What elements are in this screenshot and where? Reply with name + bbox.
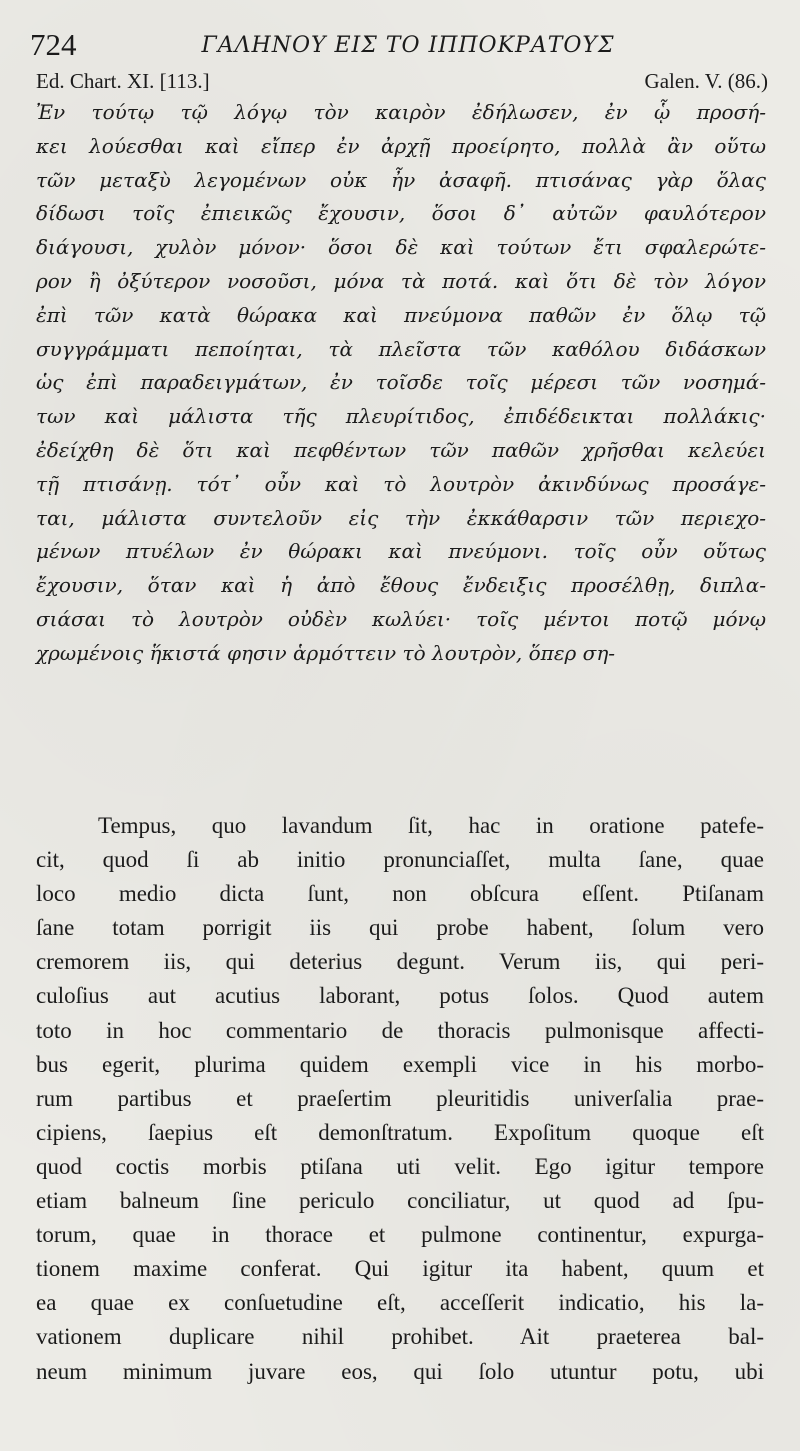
greek-line: ἔχουσιν, ὅταν καὶ ἡ ἀπὸ ἔθους ἔνδειξις προσέλθῃ, διπλα- [36, 573, 766, 598]
greek-line: τῶν μεταξὺ λεγομένων οὐκ ἦν ἀσαφῆ. πτισάνας γὰρ ὅλας [36, 167, 766, 192]
greek-text-block [36, 96, 766, 671]
latin-line: toto in hoc commentario de thoracis pulmonisque affecti- [36, 1017, 764, 1043]
greek-line: δίδωσι τοῖς ἐπιεικῶς ἔχουσιν, ὅσοι δ᾽ αὐτῶν φαυλότερον [36, 201, 766, 226]
latin-line: torum, quae in thorace et pulmone continentur, expurga- [36, 1222, 764, 1248]
greek-line: τῇ πτισάνῃ. τότ᾽ οὖν καὶ τὸ λουτρὸν ἀκινδύνως προσάγε- [36, 471, 766, 496]
latin-line: culoſius aut acutius laborant, potus ſolos. Quod autem [36, 983, 764, 1009]
latin-line: loco medio dicta ſunt, non obſcura eſſent. Ptiſanam [36, 881, 764, 907]
running-title: ΓΑΛΗΝΟΥ ΕΙΣ ΤΟ ΙΠΠΟΚΡΑΤΟΥΣ [201, 33, 615, 58]
greek-line: Ἐν τούτῳ τῷ λόγῳ τὸν καιρὸν ἐδήλωσεν, ἐν ᾧ προσή- [36, 100, 766, 124]
latin-line: ſane totam porrigit iis qui probe habent, ſolum vero [36, 915, 764, 941]
greek-line: συγγράμματι πεποίηται, τὰ πλεῖστα τῶν καθόλου διδάσκων [36, 336, 766, 361]
latin-line: vationem duplicare nihil prohibet. Ait praeterea bal- [36, 1324, 764, 1350]
page-number: 724 [30, 27, 77, 62]
edition-ref-galen: Galen. V. (86.) [644, 69, 768, 93]
latin-line: quod coctis morbis ptiſana uti velit. Ego igitur tempore [36, 1153, 764, 1179]
greek-line: ἐδείχθη δὲ ὅτι καὶ πεφθέντων τῶν παθῶν χρῆσθαι κελεύει [36, 437, 766, 462]
latin-line: Tempus, quo lavandum ſit, hac in oratione patefe- [98, 813, 764, 838]
latin-line: cit, quod ſi ab initio pronunciaſſet, multa ſane, quae [36, 847, 764, 873]
greek-line: διάγουσι, χυλὸν μόνον· ὅσοι δὲ καὶ τούτων ἔτι σφαλερώτε- [36, 235, 766, 260]
latin-line: rum partibus et praeſertim pleuritidis univerſalia prae- [36, 1085, 764, 1111]
greek-line: ρον ἢ ὀξύτερον νοσοῦσι, μόνα τὰ ποτά. καὶ ὅτι δὲ τὸν λόγον [36, 268, 766, 293]
latin-line: bus egerit, plurima quidem exempli vice in his morbo- [36, 1051, 764, 1077]
latin-line: neum minimum juvare eos, qui ſolo utuntur potu, ubi [36, 1358, 764, 1384]
greek-line: μένων πτυέλων ἐν θώρακι καὶ πνεύμονι. τοῖς οὖν οὕτως [36, 539, 766, 564]
edition-ref-chartier: Ed. Chart. XI. [113.] [36, 69, 210, 93]
page-header [30, 28, 770, 62]
greek-line: ἐπὶ τῶν κατὰ θώρακα καὶ πνεύμονα παθῶν ἐν ὅλῳ τῷ [36, 302, 766, 327]
greek-line: ὡς ἐπὶ παραδειγμάτων, ἐν τοῖσδε τοῖς μέρεσι τῶν νοσημά- [36, 370, 766, 395]
edition-reference-line [36, 67, 768, 95]
latin-line: tionem maxime conferat. Qui igitur ita habent, quum et [36, 1256, 764, 1282]
greek-line: σιάσαι τὸ λουτρὸν οὐδὲν κωλύει· τοῖς μέντοι ποτῷ μόνῳ [36, 606, 766, 631]
greek-line: χρωμένοις ἥκιστά φησιν ἁρμόττειν τὸ λουτρὸν, ὅπερ ση- [36, 640, 616, 665]
latin-line: ea quae ex conſuetudine eſt, acceſſerit indicatio, his la- [36, 1290, 764, 1316]
greek-line: κει λούεσθαι καὶ εἴπερ ἐν ἀρχῇ προείρητο, πολλὰ ἂν οὕτω [36, 133, 766, 158]
latin-line: cremorem iis, qui deterius degunt. Verum iis, qui peri- [36, 949, 764, 975]
greek-line: ται, μάλιστα συντελοῦν εἰς τὴν ἐκκάθαρσιν τῶν περιεχο- [36, 505, 766, 530]
latin-text-block [36, 809, 764, 1389]
latin-line: etiam balneum ſine periculo conciliatur, ut quod ad ſpu- [36, 1188, 764, 1214]
greek-line: των καὶ μάλιστα τῆς πλευρίτιδος, ἐπιδέδεικται πολλάκις· [36, 404, 766, 429]
latin-line: cipiens, ſaepius eſt demonſtratum. Expoſitum quoque eſt [36, 1119, 764, 1145]
